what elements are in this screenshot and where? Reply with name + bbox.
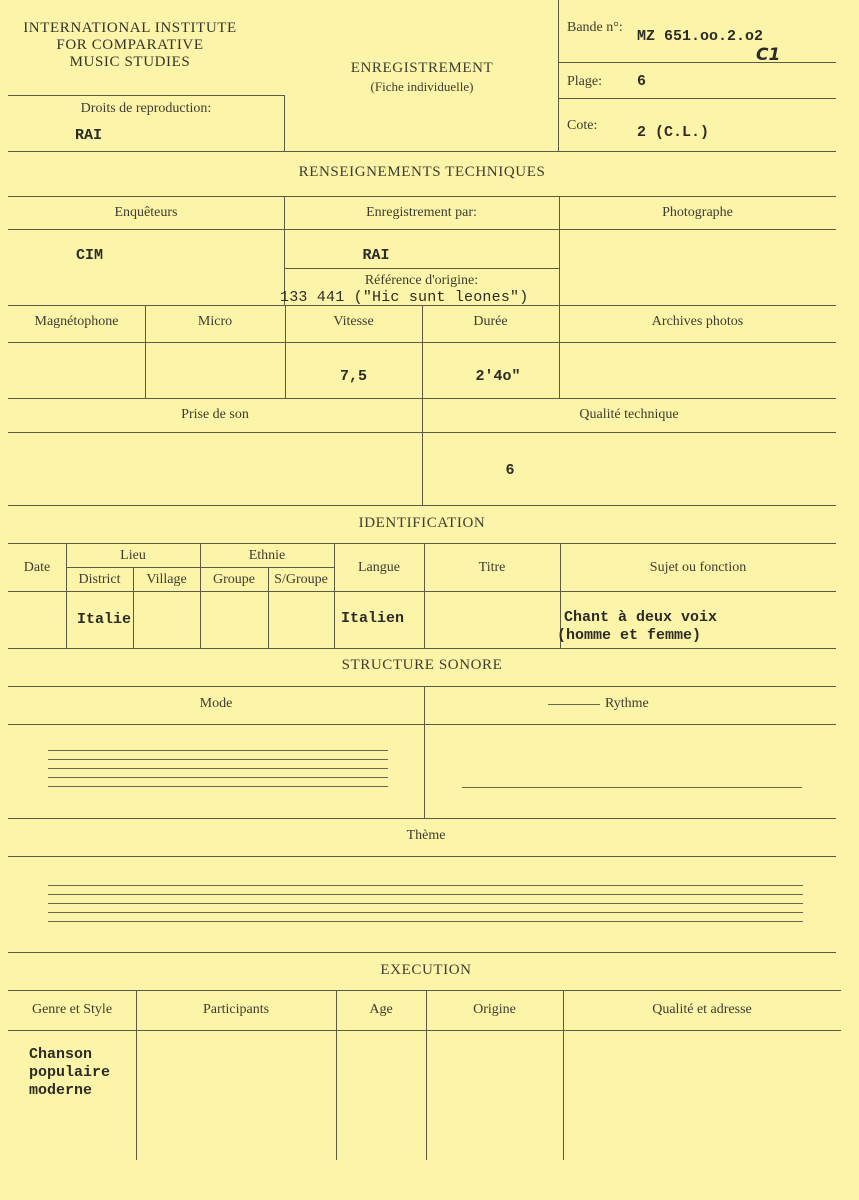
theme-staff-line — [48, 921, 803, 922]
institute-line-3: MUSIC STUDIES — [69, 54, 191, 70]
cote-label: Cote: — [567, 118, 598, 133]
genre-label: Genre et Style — [31, 1002, 113, 1017]
ident-title-line — [8, 543, 836, 544]
duree-value: 2'4o" — [475, 368, 521, 385]
mode-staff-line — [48, 768, 388, 769]
vitesse-label: Vitesse — [333, 314, 374, 329]
micro-label: Micro — [197, 314, 233, 329]
theme-staff-line — [48, 912, 803, 913]
bande-label: Bande n°: — [567, 20, 623, 35]
plage-label: Plage: — [567, 74, 602, 89]
genre-value-line-2: populaire — [29, 1064, 111, 1081]
prise-label: Prise de son — [181, 407, 249, 422]
rythme-label: Rythme — [605, 696, 649, 711]
enqueteurs-value: CIM — [76, 247, 104, 264]
rythme-line — [462, 787, 802, 788]
rights-right-line — [284, 95, 285, 152]
rights-value: RAI — [75, 127, 103, 144]
ident-col-line-6 — [424, 543, 425, 648]
institute-line-2: FOR COMPARATIVE — [56, 37, 204, 53]
ident-bottom-line — [8, 648, 836, 649]
langue-value: Italien — [341, 610, 405, 627]
theme-staff-line — [48, 894, 803, 895]
ident-col-line-5 — [334, 543, 335, 648]
mode-staff-line — [48, 759, 388, 760]
photographe-label: Photographe — [662, 205, 733, 220]
duree-label: Durée — [473, 314, 508, 329]
form-subtitle: (Fiche individuelle) — [370, 79, 474, 94]
district-value: Italie — [77, 611, 132, 628]
genre-value-line-3: moderne — [29, 1082, 93, 1099]
exec-header-line — [8, 1030, 841, 1031]
theme-staff-line — [48, 903, 803, 904]
header-divider — [558, 0, 559, 152]
age-label: Age — [369, 1002, 393, 1017]
cote-value: 2 (C.L.) — [637, 124, 710, 141]
reference-line — [284, 268, 559, 269]
theme-staff-line — [48, 885, 803, 886]
participants-label: Participants — [202, 1002, 270, 1017]
reference-value: 133 441 ("Hic sunt leones") — [280, 289, 529, 306]
execution-title-line — [8, 990, 841, 991]
bande-underline — [558, 62, 836, 63]
mode-header-line — [8, 724, 836, 725]
groupe-label: Groupe — [213, 572, 255, 587]
plage-value: 6 — [637, 73, 647, 90]
magnetophone-label: Magnétophone — [34, 314, 119, 329]
bande-value: MZ 651.oo.2.o2 — [637, 28, 764, 45]
tech-header-line — [8, 229, 836, 230]
structure-title-line — [8, 686, 836, 687]
reference-label: Référence d'origine: — [364, 273, 479, 288]
mode-staff-line — [48, 786, 388, 787]
institute-line-1: INTERNATIONAL INSTITUTE — [23, 20, 237, 36]
tech-row-line-4 — [8, 398, 836, 399]
ident-subheader-line — [66, 567, 334, 568]
structure-section-title: STRUCTURE SONORE — [341, 657, 503, 673]
theme-label: Thème — [406, 828, 446, 843]
date-label: Date — [23, 560, 51, 575]
rights-label: Droits de reproduction: — [80, 101, 212, 116]
archives-label: Archives photos — [651, 314, 744, 329]
mode-staff-line — [48, 777, 388, 778]
ident-header-line — [8, 591, 836, 592]
qualite-technique-value: 6 — [505, 462, 515, 479]
sujet-value-line-2: (homme et femme) — [557, 627, 702, 644]
plage-underline — [558, 98, 836, 99]
tech-section-title: RENSEIGNEMENTS TECHNIQUES — [298, 164, 546, 180]
mode-bottom-line — [8, 818, 836, 819]
ethnie-label: Ethnie — [248, 548, 286, 563]
mode-staff-line — [48, 750, 388, 751]
enregistrement-label: Enregistrement par: — [366, 205, 477, 220]
enregistrement-value: RAI — [362, 247, 390, 264]
langue-label: Langue — [358, 560, 400, 575]
origine-label: Origine — [473, 1002, 516, 1017]
tech-row-line-5 — [8, 432, 836, 433]
vitesse-value: 7,5 — [339, 368, 367, 385]
titre-label: Titre — [478, 560, 506, 575]
theme-bottom-line — [8, 952, 836, 953]
sujet-value-line-1: Chant à deux voix — [564, 609, 718, 626]
institute-name — [4, 20, 256, 71]
bande-annotation: C1 — [756, 45, 781, 65]
rights-top-line — [8, 95, 284, 96]
tech-title-line — [8, 196, 836, 197]
mode-rythme-divider — [424, 686, 425, 818]
lieu-label: Lieu — [120, 548, 146, 563]
form-title: ENREGISTREMENT — [350, 60, 494, 76]
tech-bottom-line — [8, 505, 836, 506]
sujet-label: Sujet ou fonction — [649, 560, 747, 575]
enqueteurs-label: Enquêteurs — [114, 205, 178, 220]
qualite-adresse-label: Qualité et adresse — [652, 1002, 752, 1017]
genre-value-line-1: Chanson — [29, 1046, 93, 1063]
district-label: District — [78, 572, 121, 587]
sgroupe-label: S/Groupe — [274, 572, 328, 587]
execution-section-title: EXECUTION — [380, 962, 472, 978]
rythme-header-rule — [548, 704, 600, 705]
header-bottom-line — [8, 151, 836, 152]
qualite-technique-label: Qualité technique — [579, 407, 679, 422]
village-label: Village — [146, 572, 187, 587]
ident-section-title: IDENTIFICATION — [358, 515, 486, 531]
mode-label: Mode — [199, 696, 233, 711]
theme-header-line — [8, 856, 836, 857]
